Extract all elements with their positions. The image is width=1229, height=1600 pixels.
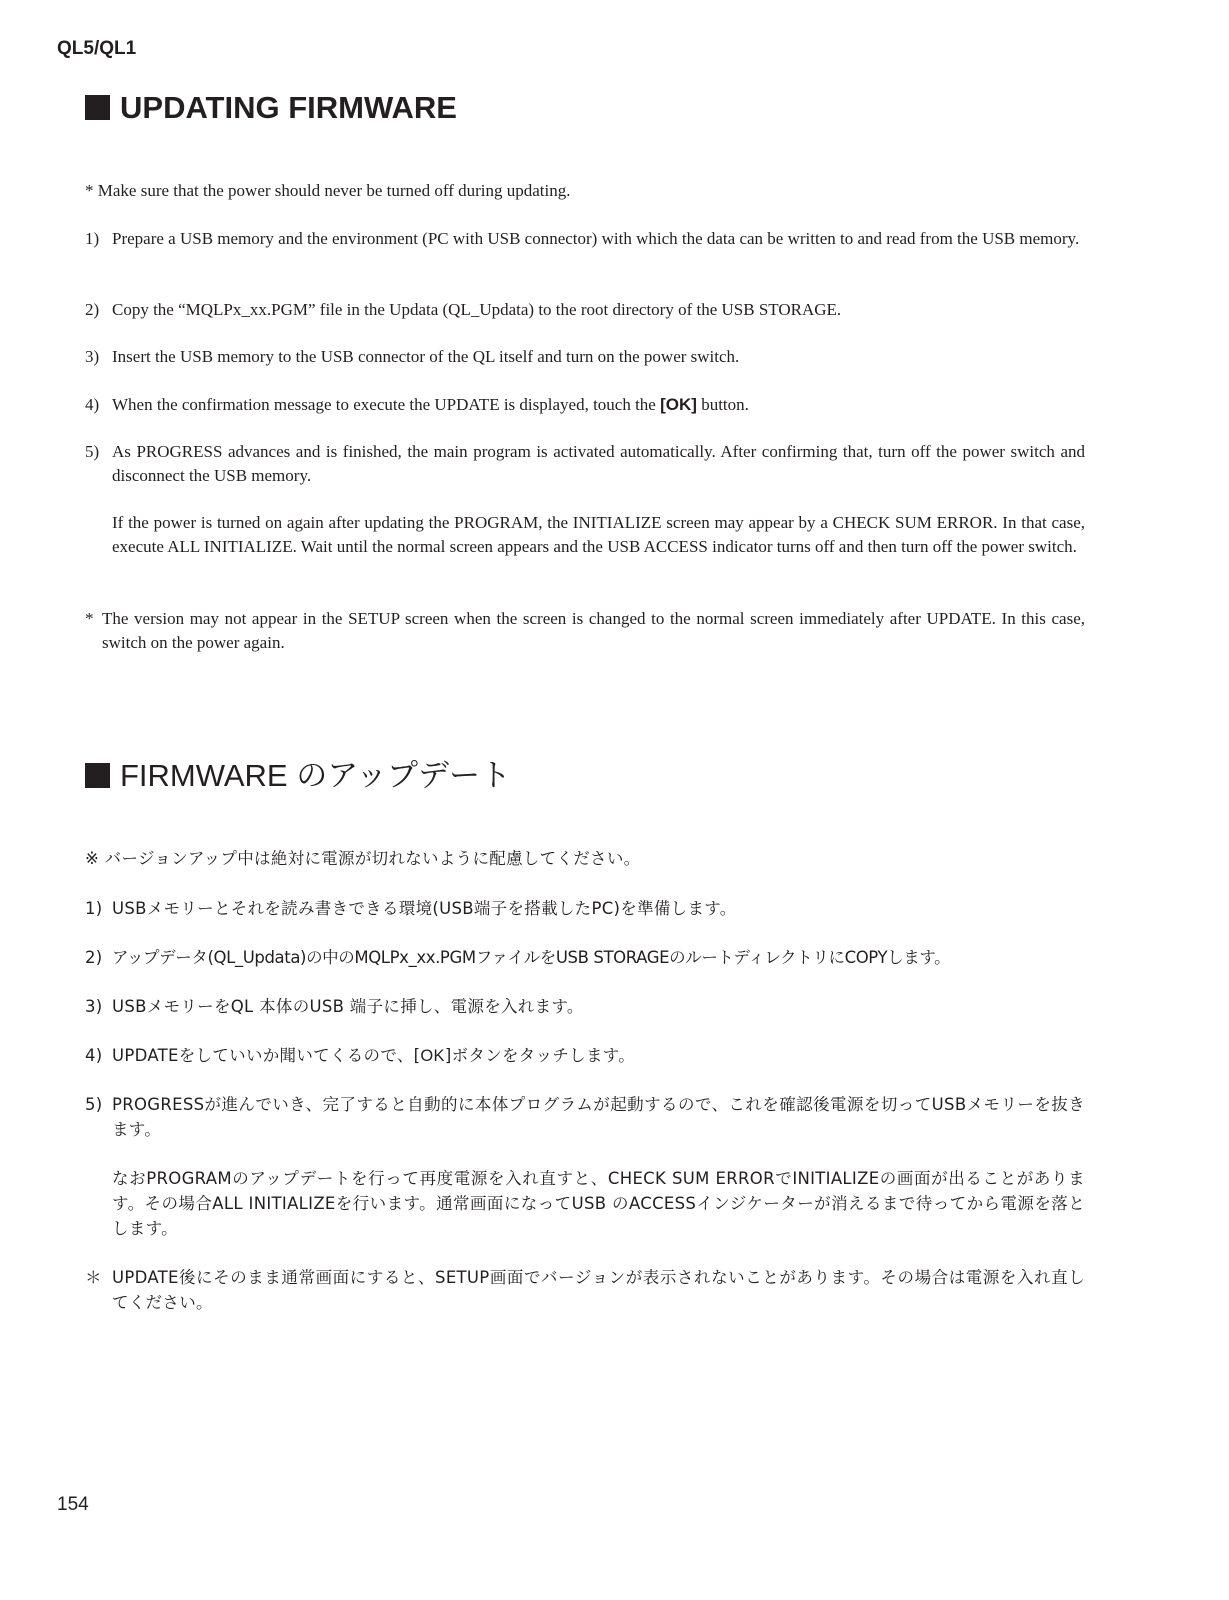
en-footnote-text: The version may not appear in the SETUP screen when the screen is changed to the normal screen immediately after UPDATE. In this case, switch on the power again. — [102, 609, 1085, 652]
ja-footnote-text: UPDATE後にそのまま通常画面にすると、SETUP画面でバージョンが表示されないことがあります。その場合は電源を入れ直してください。 — [112, 1268, 1085, 1312]
ok-button-label: OK — [420, 1047, 445, 1065]
ja-step-text-after: ]ボタンをタッチします。 — [444, 1046, 636, 1065]
ja-step-number: 5) — [85, 1095, 103, 1114]
section-title-en — [85, 92, 457, 123]
ja-step-3 — [85, 994, 1085, 1019]
section-title-ja-text: FIRMWARE のアップデート — [120, 758, 512, 793]
ja-step-number: 4) — [85, 1046, 103, 1065]
en-initialize-paragraph: If the power is turned on again after updating the PROGRAM, the INITIALIZE screen may appear by a CHECK SUM ERROR. In that case, execute ALL INITIALIZE. Wait until the normal screen appears and the USB ACCESS indicator turns off and then turn off the power switch. — [112, 513, 1085, 556]
ja-footnote-star: ＊ — [85, 1268, 102, 1287]
en-step-text: Copy the “MQLPx_xx.PGM” file in the Updata (QL_Updata) to the root directory of the USB STORAGE. — [112, 300, 842, 319]
ja-step-text: USBメモリーをQL 本体のUSB 端子に挿し、電源を入れます。 — [112, 997, 584, 1016]
ja-step-text — [112, 1043, 1085, 1069]
en-step-4 — [85, 393, 1085, 417]
en-footnote-star: * — [85, 609, 94, 628]
en-step-number: 1) — [85, 229, 100, 248]
en-step-number: 5) — [85, 442, 100, 461]
en-step-3 — [85, 345, 1085, 369]
ja-footnote — [85, 1265, 1085, 1315]
en-step-text-before: When the confirmation message to execute the UPDATE is displayed, touch the — [112, 395, 661, 414]
en-step-number: 3) — [85, 347, 100, 366]
section-title-ja — [85, 760, 511, 791]
en-step-text: Prepare a USB memory and the environment (PC with USB connector) with which the data can be written to and read from the USB memory. — [112, 229, 1080, 248]
ja-step-text: PROGRESSが進んでいき、完了すると自動的に本体プログラムが起動するので、これを確認後電源を切ってUSBメモリーを抜きます。 — [112, 1095, 1085, 1139]
ja-initialize-paragraph: なおPROGRAMのアップデートを行って再度電源を入れ直すと、CHECK SUM ERRORでINITIALIZEの画面が出ることがあります。その場合ALL INITIALIZEを行います。通常画面になってUSB のACCESSインジケーターが消えるまで待ってから電源を落とします。 — [112, 1169, 1085, 1238]
black-square-icon — [85, 763, 110, 788]
black-square-icon — [85, 95, 110, 120]
en-step-number: 4) — [85, 395, 100, 414]
en-step-1 — [85, 227, 1085, 251]
ja-step-1 — [85, 896, 1085, 921]
ja-step-number: 1) — [85, 899, 103, 918]
ja-step-text-before: UPDATEをしていいか聞いてくるので、[ — [112, 1046, 421, 1065]
en-note: * Make sure that the power should never be turned off during updating. — [85, 181, 571, 200]
en-step-text: As PROGRESS advances and is finished, the main program is activated automatically. After confirming that, turn off the power switch and disconnect the USB memory. — [112, 442, 1085, 485]
ok-button-label: [OK] — [660, 395, 697, 414]
ja-step-5 — [85, 1092, 1085, 1142]
header-model-name: QL5/QL1 — [57, 38, 137, 59]
ja-step-4 — [85, 1043, 1085, 1069]
ja-note: ※ バージョンアップ中は絶対に電源が切れないように配慮してください。 — [85, 849, 641, 868]
en-step-text: Insert the USB memory to the USB connector of the QL itself and turn on the power switch. — [112, 347, 740, 366]
page-number: 154 — [57, 1494, 89, 1515]
section-title-en-text: UPDATING FIRMWARE — [120, 90, 457, 125]
en-step-5 — [85, 440, 1085, 488]
en-step-text-after: button. — [696, 395, 749, 414]
en-footnote — [85, 607, 1085, 655]
en-step-number: 2) — [85, 300, 100, 319]
ja-step-2 — [85, 945, 1085, 970]
ja-step-text: アップデータ(QL_Updata)の中のMQLPx_xx.PGMファイルをUSB STORAGEのルートディレクトリにCOPYします。 — [112, 948, 951, 967]
en-step-text — [112, 393, 1085, 417]
en-step-2 — [85, 298, 1085, 322]
ja-step-text: USBメモリーとそれを読み書きできる環境(USB端子を搭載したPC)を準備します。 — [112, 899, 737, 918]
ja-step-number: 2) — [85, 948, 103, 967]
ja-step-number: 3) — [85, 997, 103, 1016]
